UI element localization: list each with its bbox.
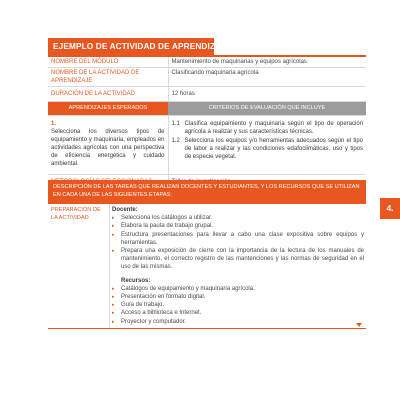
bullet-arrow-icon: ▸ bbox=[112, 231, 115, 238]
duracion-value: 12 horas bbox=[168, 87, 366, 102]
preparacion-body bbox=[112, 206, 364, 326]
criterio-text: Clasifica equipamiento y maquinaria según el tipo de operación agrícola a realizar y sus características técnicas. bbox=[184, 121, 363, 135]
aprendizaje-text: Selecciona los diversos tipos de equipamiento y maquinaria, empleados en actividades agrícolas con una perspectiva de eficiencia energética y cuidado ambiental. bbox=[51, 129, 165, 167]
recursos-list bbox=[112, 285, 364, 326]
page-title: EJEMPLO DE ACTIVIDAD DE APRENDIZAJE bbox=[48, 38, 214, 55]
recursos-heading: Recursos: bbox=[121, 277, 151, 284]
actividad-label: NOMBRE DE LA ACTIVIDAD DE APRENDIZAJE bbox=[48, 68, 168, 87]
aprendizajes-header: APRENDIZAJES ESPERADOS bbox=[48, 102, 168, 116]
criterios-header: CRITERIOS DE EVALUACIÓN QUE INCLUYE bbox=[168, 102, 366, 116]
continue-arrow-icon bbox=[356, 323, 362, 327]
criterios-cell bbox=[168, 116, 366, 175]
aprendizaje-number: 1. bbox=[51, 121, 57, 127]
row-modulo bbox=[48, 57, 366, 68]
bullet-arrow-icon: ▸ bbox=[112, 215, 115, 222]
header-row bbox=[48, 102, 366, 116]
list-item: ▸ Catálogos de equipamiento y maquinaria agrícola. bbox=[112, 285, 255, 292]
row-aprendizaje bbox=[48, 116, 366, 175]
list-item: ▸ Guía de trabajo. bbox=[112, 302, 165, 309]
bullet-arrow-icon: ▸ bbox=[112, 248, 115, 255]
list-item: ▸ Acceso a biblioteca e Internet. bbox=[112, 310, 202, 317]
list-item: ▸ Prepara una exposición de cierre con la importancia de la lectura de los manuales de mantenimiento, el correcto registro de las mantenciones y las normas de seguridad en el uso de las mismas. bbox=[112, 248, 364, 271]
bullet-arrow-icon: ▸ bbox=[112, 302, 115, 309]
preparacion-label: PREPARACIÓN DE LA ACTIVIDAD bbox=[48, 204, 110, 328]
description-banner: DESCRIPCIÓN DE LAS TAREAS QUE REALIZAN DOCENTES Y ESTUDIANTES, Y LOS RECURSOS QUE SE UTILIZAN EN CADA UNA DE LAS SIGUIENTES ETAPAS: bbox=[48, 180, 366, 204]
list-item: ▸ Elabora la pauta de trabajo grupal. bbox=[112, 223, 214, 230]
criterio-number: 1.1 bbox=[171, 121, 180, 127]
bullet-arrow-icon: ▸ bbox=[112, 294, 115, 301]
actividad-value: Clasificando maquinaria agrícola bbox=[168, 68, 366, 87]
row-actividad bbox=[48, 68, 366, 87]
docente-list bbox=[112, 214, 364, 271]
chapter-tab: 4. bbox=[380, 198, 400, 219]
aprendizaje-cell bbox=[48, 116, 168, 175]
row-duracion bbox=[48, 87, 366, 102]
bullet-arrow-icon: ▸ bbox=[112, 223, 115, 230]
list-item: ▸ Selecciona los catálogos a utilizar. bbox=[112, 215, 213, 222]
docente-heading: Docente: bbox=[112, 207, 138, 213]
list-item: ▸ Proyector y computador. bbox=[112, 318, 187, 325]
criterio-item bbox=[172, 137, 364, 161]
criterio-text: Selecciona los equipos y/o herramientas adecuados según el tipo de labor a realizar y las condiciones edafoclimáticas, uso y tipos de especie vegetal. bbox=[184, 138, 363, 160]
duracion-label: DURACIÓN DE LA ACTIVIDAD bbox=[48, 87, 168, 102]
criterio-number: 1.2 bbox=[171, 138, 180, 144]
bullet-arrow-icon: ▸ bbox=[112, 310, 115, 317]
activity-table bbox=[48, 57, 366, 190]
list-item: ▸ Presentación en formato digital. bbox=[112, 294, 206, 301]
list-item: ▸ Estructura presentaciones para llevar a cabo una clase expositiva sobre equipos y herramientas. bbox=[112, 231, 364, 246]
bullet-arrow-icon: ▸ bbox=[112, 285, 115, 292]
modulo-value: Mantenimiento de maquinarias y equipos agrícolas bbox=[168, 57, 366, 68]
preparacion-section bbox=[48, 204, 366, 329]
modulo-label: NOMBRE DEL MÓDULO bbox=[48, 57, 168, 68]
criterio-item bbox=[172, 120, 364, 136]
bullet-arrow-icon: ▸ bbox=[112, 318, 115, 325]
